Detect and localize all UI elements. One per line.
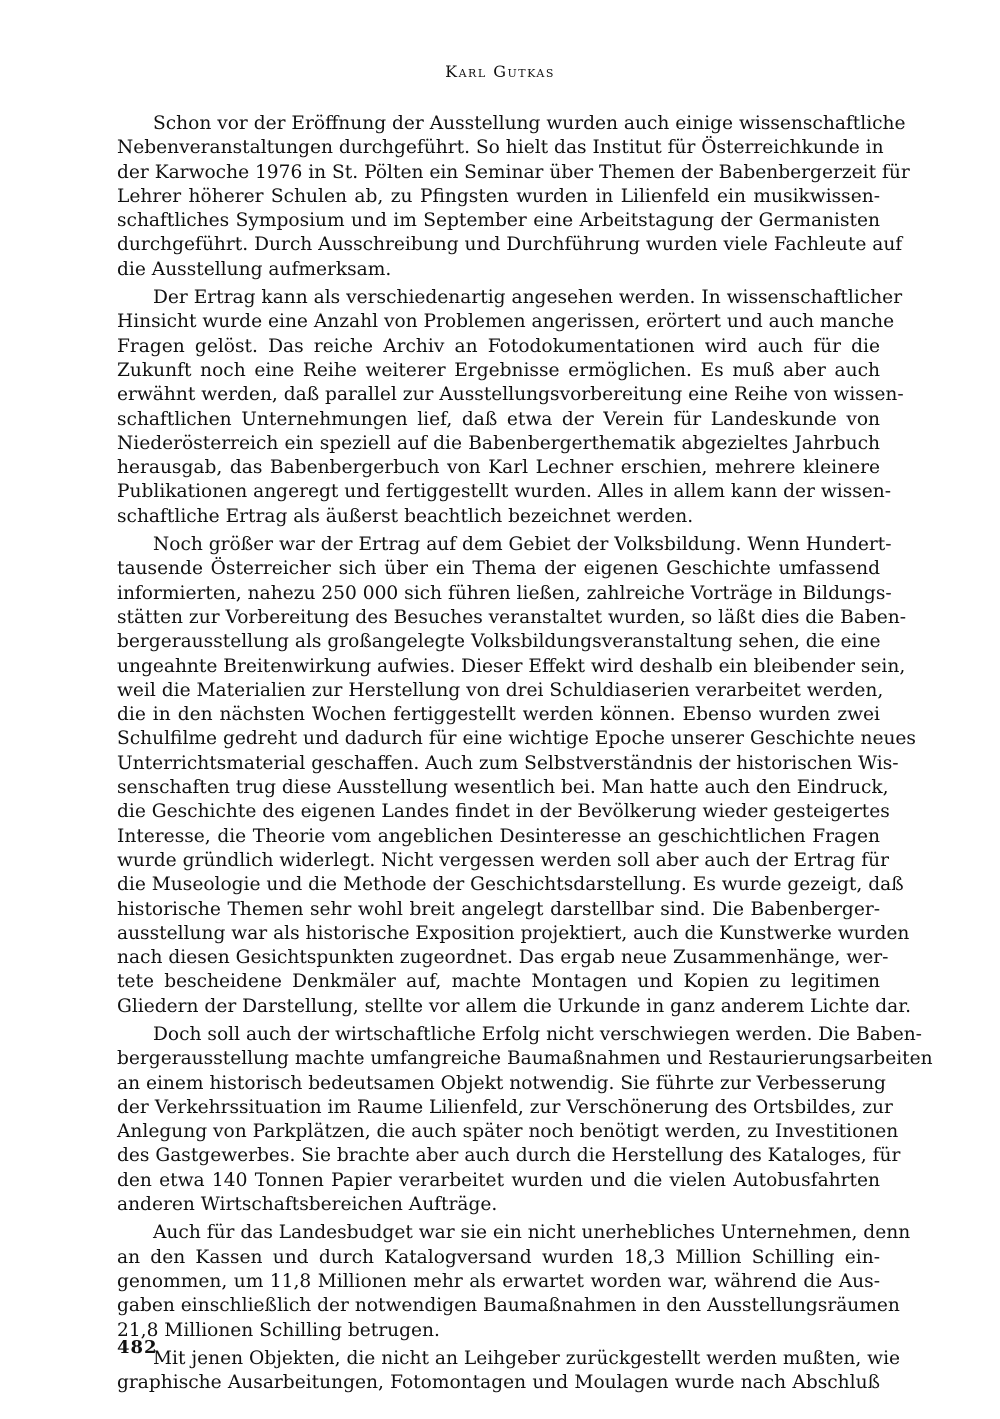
body-text — [117, 112, 933, 1399]
text-line: der Karwoche 1976 in St. Pölten ein Seminar über Themen der Babenbergerzeit für — [117, 161, 910, 183]
text-line: tausende Österreicher sich über ein Thema der eigenen Geschichte umfassend — [117, 558, 880, 580]
text-line: die Museologie und die Methode der Geschichtsdarstellung. Es wurde gezeigt, daß — [117, 874, 904, 896]
text-line: Schon vor der Eröffnung der Ausstellung wurden auch einige wissenschaftliche — [153, 113, 906, 134]
text-line: an den Kassen und durch Katalogversand wurden 18,3 Million Schilling ein- — [117, 1246, 880, 1268]
text-line: stätten zur Vorbereitung des Besuches veranstaltet wurden, so läßt dies die Baben- — [117, 606, 906, 628]
text-line: Interesse, die Theorie vom angeblichen Desinteresse an geschichtlichen Fragen — [117, 825, 880, 847]
text-line: senschaften trug diese Ausstellung wesentlich bei. Man hatte auch den Eindruck, — [117, 777, 889, 799]
text-line: genommen, um 11,8 Millionen mehr als erwartet worden war, während die Aus- — [117, 1270, 880, 1292]
text-line: die in den nächsten Wochen fertiggestellt werden können. Ebenso wurden zwei — [117, 704, 880, 726]
text-line: Lehrer höherer Schulen ab, zu Pfingsten wurden in Lilienfeld ein musikwissen- — [117, 185, 880, 207]
text-line: historische Themen sehr wohl breit angelegt darstellbar sind. Die Babenberger- — [117, 898, 880, 920]
text-line: Noch größer war der Ertrag auf dem Gebiet der Volksbildung. Wenn Hundert- — [153, 534, 892, 556]
text-line: weil die Materialien zur Herstellung von drei Schuldiaserien verarbeitet werden, — [117, 679, 884, 701]
text-line: ungeahnte Breitenwirkung aufwies. Dieser Effekt wird deshalb ein bleibender sein, — [117, 655, 906, 677]
text-line: Der Ertrag kann als verschiedenartig angesehen werden. In wissenschaftlicher — [153, 287, 903, 309]
text-line: Niederösterreich ein speziell auf die Babenbergerthematik abgezieltes Jahrbuch — [117, 432, 880, 454]
page-number: 482 — [117, 1337, 158, 1358]
text-line: Doch soll auch der wirtschaftliche Erfolg nicht verschwiegen werden. Die Baben- — [153, 1023, 922, 1045]
text-line: bergerausstellung als großangelegte Volksbildungsveranstaltung sehen, die eine — [117, 631, 881, 653]
text-line: Fragen gelöst. Das reiche Archiv an Fotodokumentationen wird auch für die — [117, 335, 880, 357]
text-line: anderen Wirtschaftsbereichen Aufträge. — [117, 1194, 498, 1216]
paragraph — [117, 112, 910, 282]
paragraph — [117, 1023, 933, 1217]
text-line: die Ausstellung aufmerksam. — [117, 258, 392, 280]
paragraph — [117, 1347, 901, 1396]
text-line: Unterrichtsmaterial geschaffen. Auch zum Selbstverständnis der historischen Wis- — [117, 752, 899, 774]
text-line: der Verkehrssituation im Raume Lilienfeld, zur Verschönerung des Ortsbildes, zur — [117, 1096, 893, 1118]
text-line: wurde gründlich widerlegt. Nicht vergessen werden soll aber auch der Ertrag für — [117, 849, 889, 871]
text-line: Auch für das Landesbudget war sie ein nicht unerhebliches Unternehmen, denn — [153, 1222, 911, 1244]
text-line: erwähnt werden, daß parallel zur Ausstellungsvorbereitung eine Reihe von wissen- — [117, 384, 904, 406]
text-line: Hinsicht wurde eine Anzahl von Problemen angerissen, erörtert und auch manche — [117, 311, 895, 333]
text-line: schaftliches Symposium und im September eine Arbeitstagung der Germanisten — [117, 210, 880, 232]
text-line: Nebenveranstaltungen durchgeführt. So hielt das Institut für Österreichkunde in — [117, 137, 884, 159]
text-line: herausgab, das Babenbergerbuch von Karl Lechner erschien, mehrere kleinere — [117, 457, 880, 479]
text-line: bergerausstellung machte umfangreiche Baumaßnahmen und Restaurierungsarbeiten — [117, 1048, 933, 1070]
text-line: Anlegung von Parkplätzen, die auch später noch benötigt werden, zu Investitionen — [117, 1121, 899, 1143]
text-line: Zukunft noch eine Reihe weiterer Ergebnisse ermöglichen. Es muß aber auch — [117, 359, 880, 381]
text-line: Gliedern der Darstellung, stellte vor allem die Urkunde in ganz anderem Lichte dar. — [117, 995, 911, 1017]
text-line: gaben einschließlich der notwendigen Baumaßnahmen in den Ausstellungsräumen — [117, 1295, 900, 1317]
text-line: an einem historisch bedeutsamen Objekt notwendig. Sie führte zur Verbesserung — [117, 1072, 886, 1094]
text-line: des Gastgewerbes. Sie brachte aber auch durch die Herstellung des Kataloges, für — [117, 1145, 901, 1167]
running-header: Karl Gutkas — [445, 62, 555, 81]
text-line: Schulfilme gedreht und dadurch für eine wichtige Epoche unserer Geschichte neues — [117, 728, 916, 750]
paragraph — [117, 1221, 911, 1342]
text-line: durchgeführt. Durch Ausschreibung und Durchführung wurden viele Fachleute auf — [117, 234, 903, 256]
text-line: tete bescheidene Denkmäler auf, machte Montagen und Kopien zu legitimen — [117, 971, 880, 993]
text-line: ausstellung war als historische Exposition projektiert, auch die Kunstwerke wurden — [117, 922, 910, 944]
text-line: 21,8 Millionen Schilling betrugen. — [117, 1319, 440, 1341]
text-line: die Geschichte des eigenen Landes findet in der Bevölkerung wieder gesteigertes — [117, 801, 890, 823]
text-line: Mit jenen Objekten, die nicht an Leihgeber zurückgestellt werden mußten, wie — [153, 1347, 901, 1369]
text-line: nach diesen Gesichtspunkten zugeordnet. Das ergab neue Zusammenhänge, wer- — [117, 947, 889, 969]
text-line: graphische Ausarbeitungen, Fotomontagen und Moulagen wurde nach Abschluß — [117, 1372, 880, 1394]
paragraph — [117, 533, 916, 1019]
paragraph — [117, 286, 904, 529]
text-line: schaftlichen Unternehmungen lief, daß etwa der Verein für Landeskunde von — [117, 408, 880, 430]
text-line: den etwa 140 Tonnen Papier verarbeitet wurden und die vielen Autobusfahrten — [117, 1169, 880, 1191]
text-line: Publikationen angeregt und fertiggestellt wurden. Alles in allem kann der wissen- — [117, 481, 892, 503]
text-line: schaftliche Ertrag als äußerst beachtlich bezeichnet werden. — [117, 505, 694, 527]
text-line: informierten, nahezu 250 000 sich führen ließen, zahlreiche Vorträge in Bildungs- — [117, 582, 892, 604]
